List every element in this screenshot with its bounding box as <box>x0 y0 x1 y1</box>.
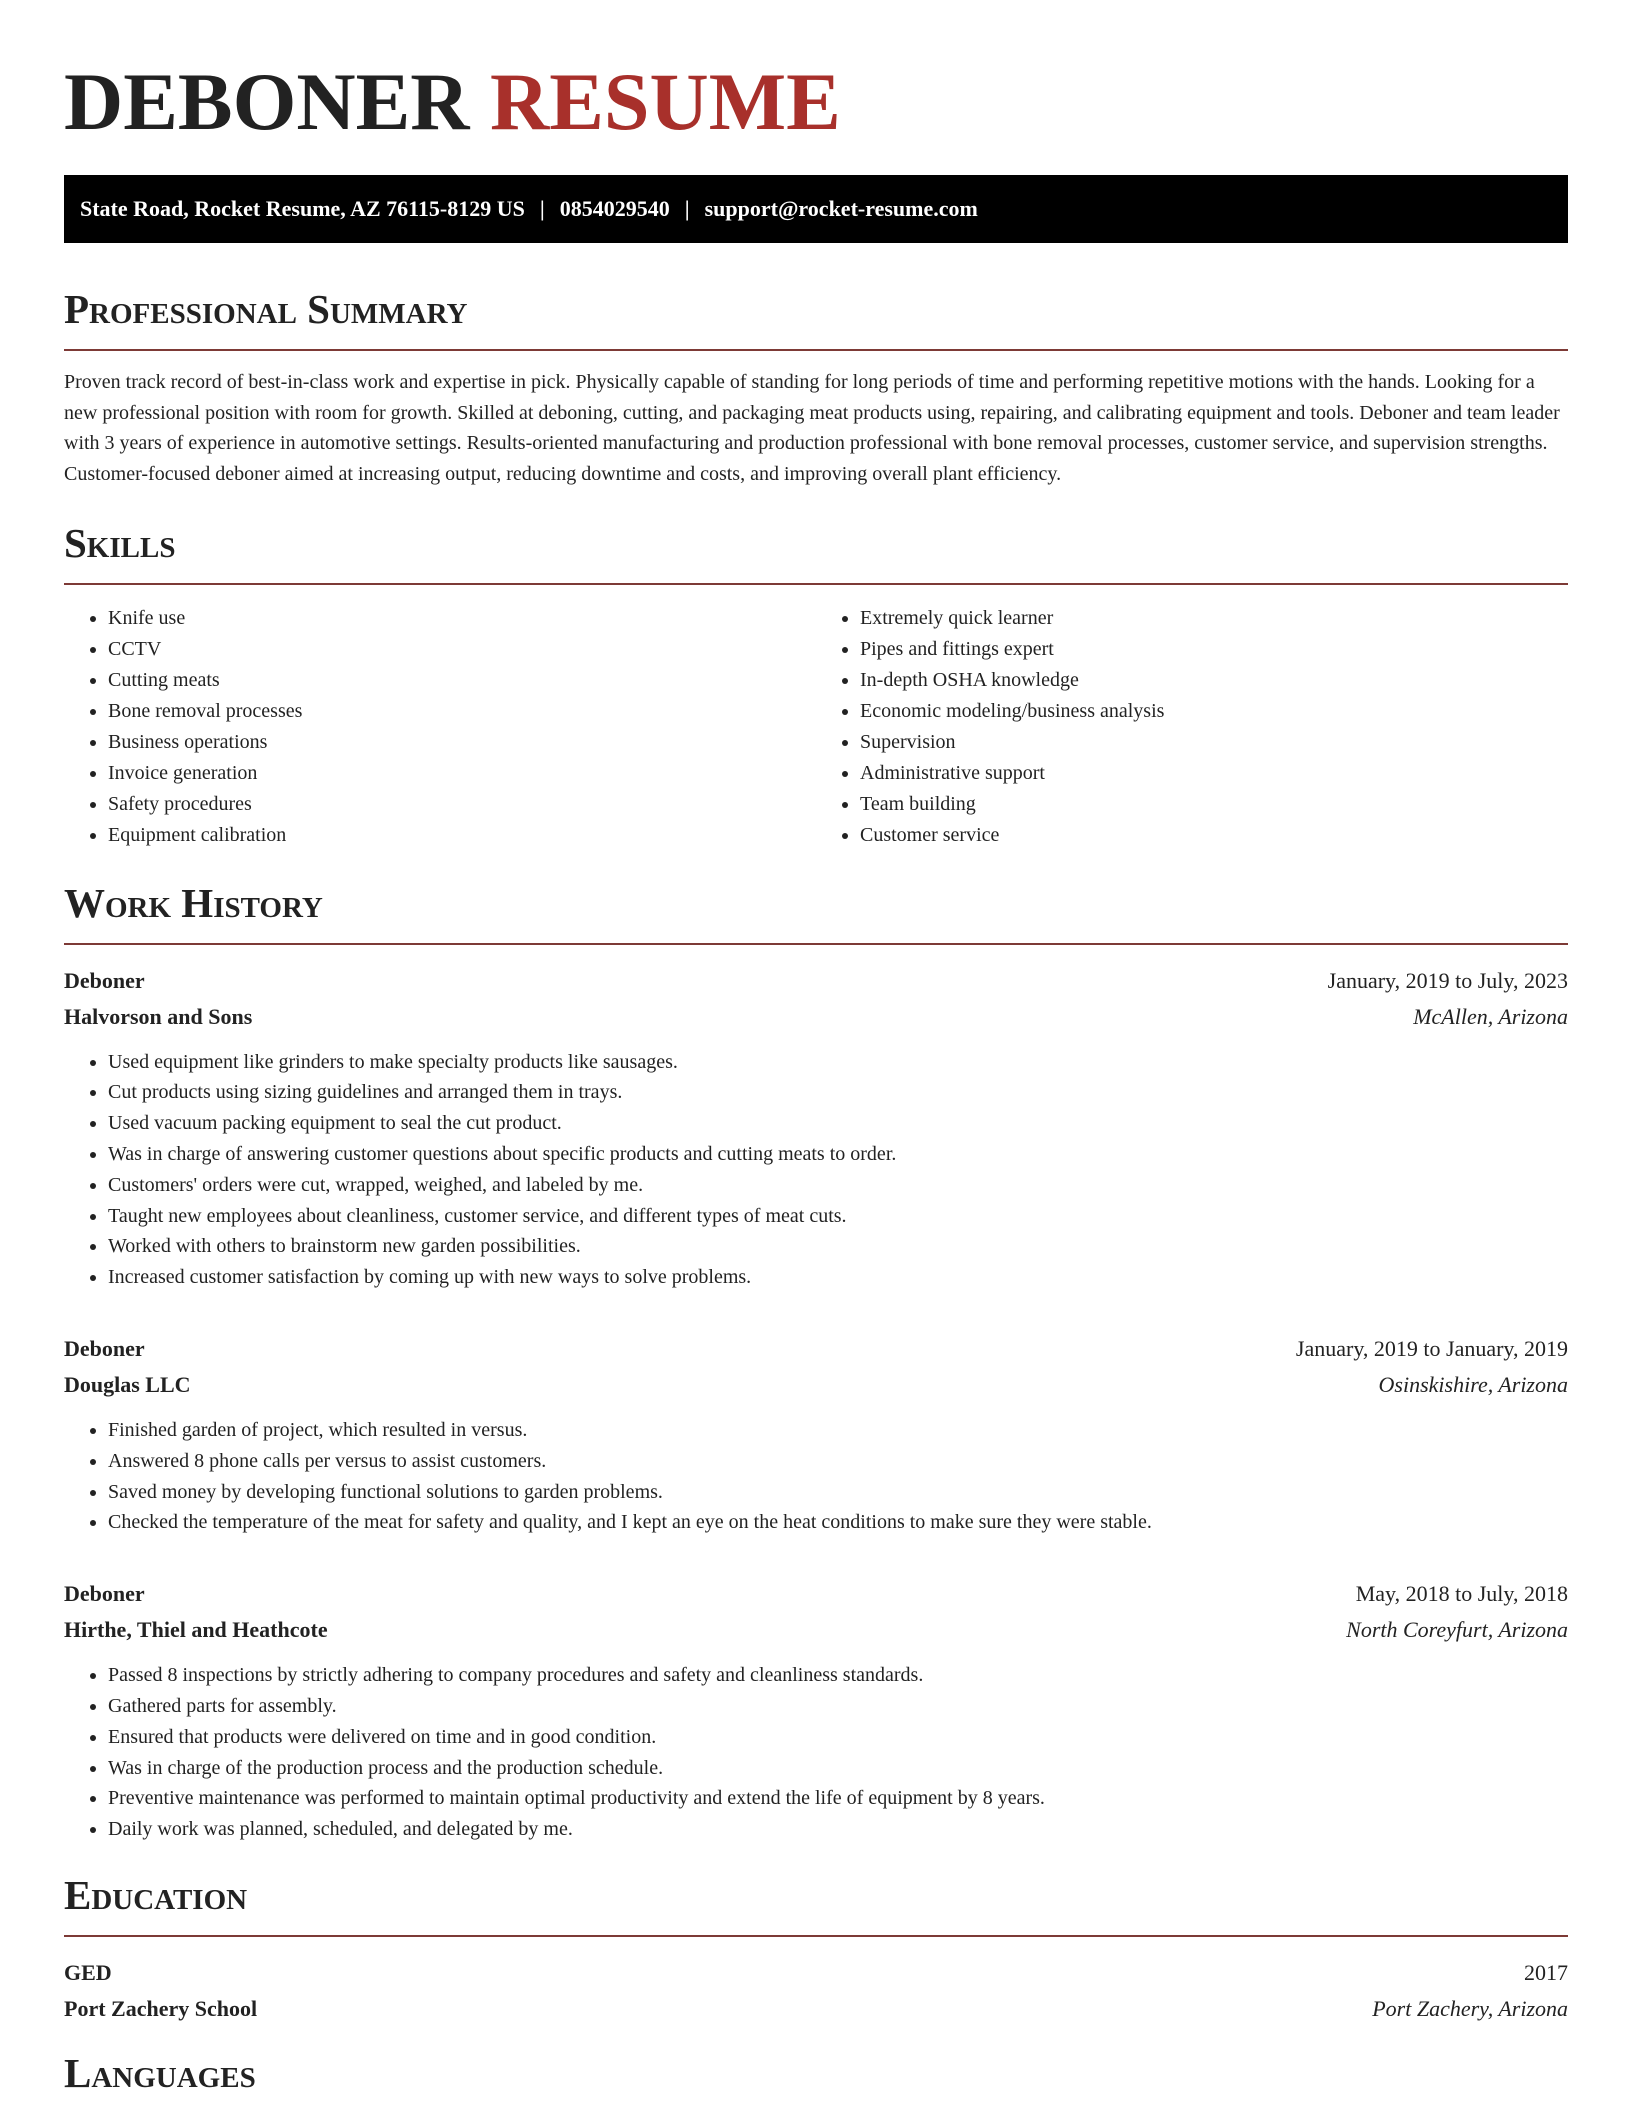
education-header-row <box>64 1955 1568 1991</box>
job-bullet: • Used equipment like grinders to make specialty products like sausages. <box>108 1047 1568 1078</box>
name-first: DEBONER <box>64 56 470 147</box>
work-history-heading: Work History <box>64 879 323 926</box>
education-location: Port Zachery, Arizona <box>1372 1995 1568 2021</box>
resume-name <box>64 52 1568 152</box>
job-bullet: • Saved money by developing functional solutions to garden problems. <box>108 1477 1568 1508</box>
education-degree: GED <box>64 1959 112 1985</box>
contact-address: State Road, Rocket Resume, AZ 76115-8129 US <box>80 196 525 221</box>
job-bullet: • Gathered parts for assembly. <box>108 1691 1568 1722</box>
contact-email: support@rocket-resume.com <box>704 196 978 221</box>
job-company-row <box>64 1367 1568 1403</box>
languages-heading: Languages <box>64 2049 256 2096</box>
skill-item: • Pipes and fittings expert <box>860 634 1568 665</box>
skill-item: • CCTV <box>108 634 816 665</box>
job-header-row <box>64 1576 1568 1612</box>
skill-item: • Business operations <box>108 727 816 758</box>
job-location: Osinskishire, Arizona <box>1378 1372 1568 1397</box>
job-dates: January, 2019 to January, 2019 <box>1295 1336 1568 1361</box>
job-bullet: • Worked with others to brainstorm new garden possibilities. <box>108 1231 1568 1262</box>
job-company: Hirthe, Thiel and Heathcote <box>64 1617 328 1643</box>
skill-item: • Knife use <box>108 603 816 634</box>
education-school: Port Zachery School <box>64 1995 258 2021</box>
section-divider <box>64 1935 1568 1937</box>
job-bullets <box>64 1660 1568 1845</box>
job-role: Deboner <box>64 1581 145 1607</box>
job-company-row <box>64 999 1568 1035</box>
skill-item: • Customer service <box>860 820 1568 851</box>
job-location: McAllen, Arizona <box>1413 1003 1568 1029</box>
skill-item: • Extremely quick learner <box>860 603 1568 634</box>
job-company: Douglas LLC <box>64 1372 191 1397</box>
skill-item: • Equipment calibration <box>108 820 816 851</box>
job-bullet: • Daily work was planned, scheduled, and delegated by me. <box>108 1814 1568 1845</box>
job-bullet: • Was in charge of the production process and the production schedule. <box>108 1753 1568 1784</box>
education-year: 2017 <box>1524 1959 1568 1985</box>
job-bullet: • Cut products using sizing guidelines and arranged them in trays. <box>108 1077 1568 1108</box>
skills-grid <box>64 603 1568 850</box>
skill-item: • In-depth OSHA knowledge <box>860 665 1568 696</box>
skill-item: • Economic modeling/business analysis <box>860 696 1568 727</box>
job-bullets <box>64 1047 1568 1293</box>
job-bullets <box>64 1415 1568 1538</box>
contact-bar <box>64 175 1568 243</box>
job-bullet: • Was in charge of answering customer questions about specific products and cutting meats to order. <box>108 1139 1568 1170</box>
education-heading: Education <box>64 1871 248 1918</box>
section-divider <box>64 943 1568 945</box>
skill-item: • Bone removal processes <box>108 696 816 727</box>
job-bullet: • Customers' orders were cut, wrapped, weighed, and labeled by me. <box>108 1170 1568 1201</box>
skills-list-right <box>816 603 1568 850</box>
skill-item: • Cutting meats <box>108 665 816 696</box>
job-bullet: • Increased customer satisfaction by coming up with new ways to solve problems. <box>108 1262 1568 1293</box>
job-bullet: • Ensured that products were delivered on time and in good condition. <box>108 1722 1568 1753</box>
job-bullet: • Answered 8 phone calls per versus to assist customers. <box>108 1446 1568 1477</box>
skill-item: • Administrative support <box>860 758 1568 789</box>
contact-separator: | <box>539 196 545 221</box>
name-second: RESUME <box>490 56 841 147</box>
job-entry <box>64 1331 1568 1538</box>
job-bullet: • Finished garden of project, which resulted in versus. <box>108 1415 1568 1446</box>
job-entry <box>64 1576 1568 1845</box>
summary-heading: Professional Summary <box>64 286 468 332</box>
section-divider <box>64 349 1568 351</box>
contact-separator: | <box>684 196 690 221</box>
job-company: Halvorson and Sons <box>64 1003 253 1029</box>
job-bullet: • Preventive maintenance was performed to maintain optimal productivity and extend the life of equipment by 8 years. <box>108 1783 1568 1814</box>
job-dates: January, 2019 to July, 2023 <box>1327 967 1568 993</box>
job-bullet: • Passed 8 inspections by strictly adhering to company procedures and safety and cleanliness standards. <box>108 1660 1568 1691</box>
contact-phone: 0854029540 <box>559 196 670 221</box>
job-role: Deboner <box>64 967 145 993</box>
skills-list-left <box>64 603 816 850</box>
job-bullet: • Taught new employees about cleanliness, customer service, and different types of meat cuts. <box>108 1201 1568 1232</box>
job-entry <box>64 963 1568 1293</box>
job-bullet: • Used vacuum packing equipment to seal the cut product. <box>108 1108 1568 1139</box>
skill-item: • Safety procedures <box>108 789 816 820</box>
summary-text: Proven track record of best-in-class work and expertise in pick. Physically capable of standing for long periods of time and performing repetitive motions with the hands. Looking for a new professional position with room for growth. Skilled at deboning, cutting, and packaging meat products using, repairing, and calibrating equipment and tools. Deboner and team leader with 3 years of experience in automotive settings. Results-oriented manufacturing and production professional with bone removal processes, customer service, and supervision strengths. Customer-focused deboner aimed at increasing output, reducing downtime and costs, and improving overall plant efficiency. <box>64 371 1560 485</box>
skill-item: • Invoice generation <box>108 758 816 789</box>
job-header-row <box>64 1331 1568 1367</box>
section-divider <box>64 583 1568 585</box>
job-bullet: • Checked the temperature of the meat for safety and quality, and I kept an eye on the heat conditions to make sure they were stable. <box>108 1507 1568 1538</box>
job-dates: May, 2018 to July, 2018 <box>1355 1581 1568 1607</box>
skills-heading: Skills <box>64 520 176 567</box>
job-location: North Coreyfurt, Arizona <box>1346 1617 1568 1643</box>
job-company-row <box>64 1612 1568 1648</box>
education-entry <box>64 1955 1568 2027</box>
skill-item: • Supervision <box>860 727 1568 758</box>
job-header-row <box>64 963 1568 999</box>
job-role: Deboner <box>64 1336 145 1361</box>
education-school-row <box>64 1991 1568 2027</box>
skill-item: • Team building <box>860 789 1568 820</box>
